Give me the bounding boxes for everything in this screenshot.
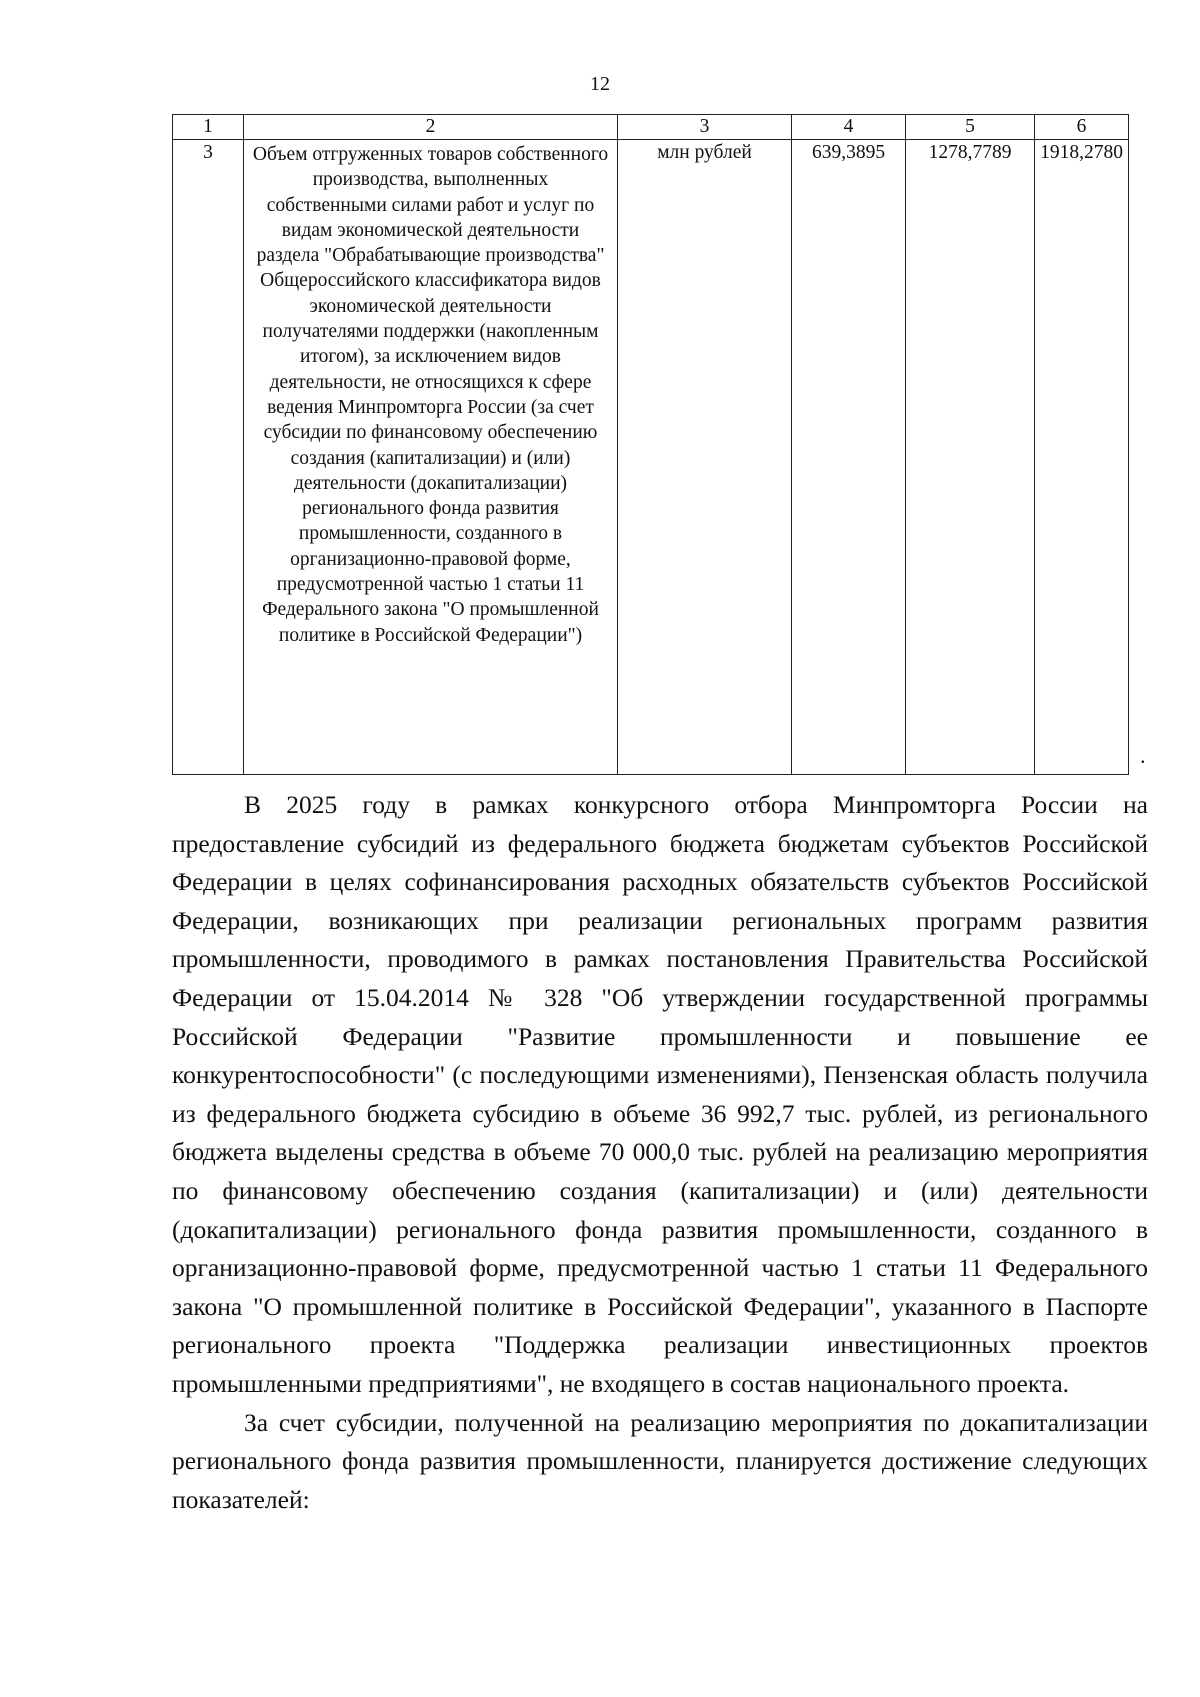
- paragraph-subsidy-description: В 2025 году в рамках конкурсного отбора Минпромторга России на предоставление субсидий из федерального бюджета бюджетам субъектов Российской Федерации в целях софинансирования расходных обязательств субъектов Российской Федерации, возникающих при реализации региональных программ развития промышленности, проводимого в рамках постановления Правительства Российской Федерации от 15.04.2014 № 328 "Об утверждении государственной программы Российской Федерации "Развитие промышленности и повышение ее конкурентоспособности" (с последующими изменениями), Пензенская область получила из федерального бюджета субсидию в объеме 36 992,7 тыс. рублей, из регионального бюджета выделены средства в объеме 70 000,0 тыс. рублей на реализацию мероприятия по финансовому обеспечению создания (капитализации) и (или) деятельности (докапитализации) регионального фонда развития промышленности, созданного в организационно-правовой форме, предусмотренной частью 1 статьи 11 Федерального закона "О промышленной политике в Российской Федерации", указанного в Паспорте регионального проекта "Поддержка реализации инвестиционных проектов промышленными предприятиями", не входящего в состав национального проекта.: [172, 790, 1148, 1398]
- value-cell-col4: 639,3895: [792, 140, 906, 775]
- indicator-description-cell: Объем отгруженных товаров собственного производства, выполненных собственными силами работ и услуг по видам экономической деятельности раздела "Обрабатывающие производства" Общероссийского классификатора видов экономической деятельности получателями поддержки (накопленным итогом), за исключением видов деятельности, не относящихся к сфере ведения Минпромторга России (за счет субсидии по финансовому обеспечению создания (капитализации) и (или) деятельности (докапитализации) регионального фонда развития промышленности, созданного в организационно-правовой форме, предусмотренной частью 1 статьи 11 Федерального закона "О промышленной политике в Российской Федерации"): [244, 140, 618, 775]
- value-cell-col5: 1278,7789: [906, 140, 1035, 775]
- column-header: 2: [244, 115, 618, 140]
- body-text: [172, 786, 1148, 1519]
- unit-cell: млн рублей: [618, 140, 792, 775]
- table-closing-mark: .: [1140, 743, 1146, 768]
- column-header: 3: [618, 115, 792, 140]
- page-number: 12: [590, 73, 610, 95]
- column-header: 4: [792, 115, 906, 140]
- table-row: [173, 140, 1129, 775]
- column-header: 6: [1035, 115, 1129, 140]
- row-number-cell: 3: [173, 140, 244, 775]
- paragraph-planned-indicators: За счет субсидии, полученной на реализацию мероприятия по докапитализации регионального фонда развития промышленности, планируется достижение следующих показателей:: [172, 1407, 1148, 1514]
- table-header-row: [173, 115, 1129, 140]
- value-cell-col6: 1918,2780: [1035, 140, 1129, 775]
- column-header: 1: [173, 115, 244, 140]
- indicator-table: [172, 114, 1129, 775]
- column-header: 5: [906, 115, 1035, 140]
